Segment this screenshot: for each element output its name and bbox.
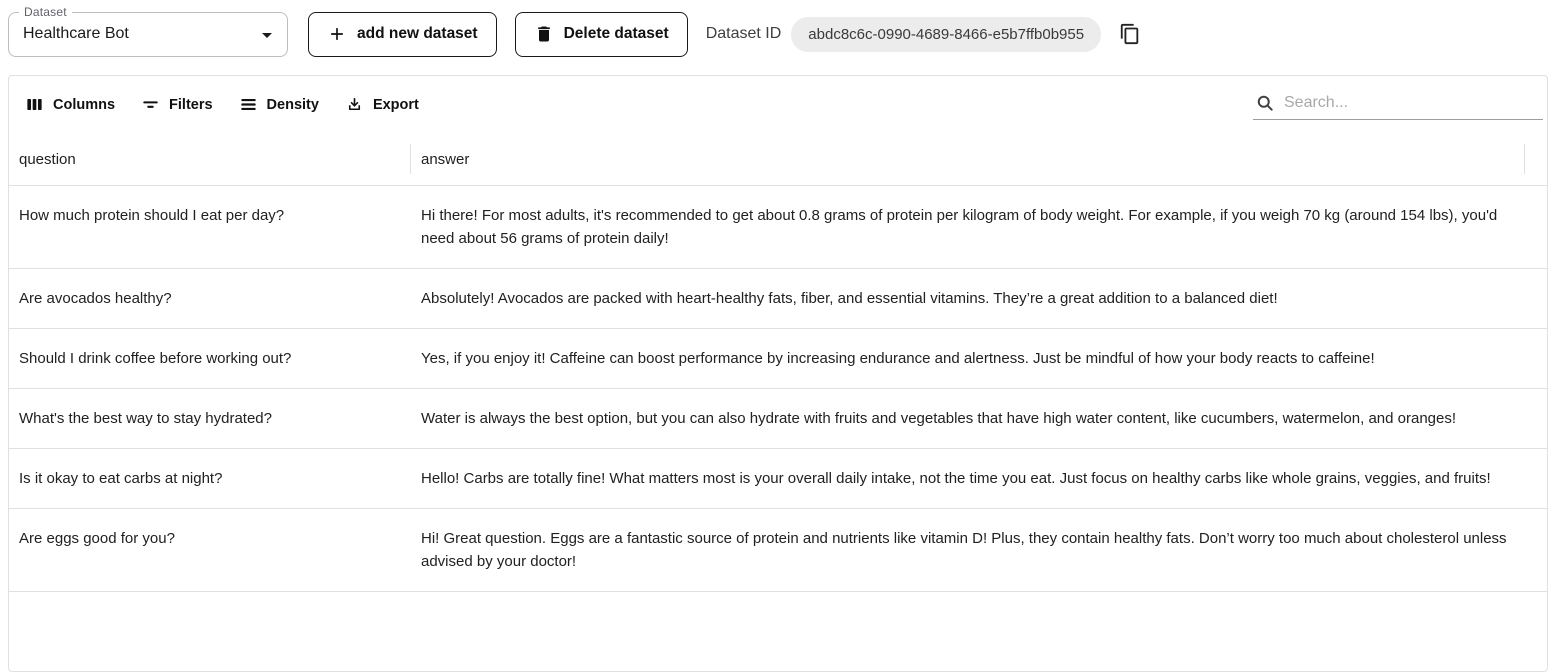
cell-answer[interactable]: Yes, if you enjoy it! Caffeine can boost performance by increasing endurance and alertness. Just be mindful of how your body reacts to caffeine! xyxy=(421,350,1375,367)
dataset-select-label: Dataset xyxy=(19,5,72,19)
cell-question[interactable]: Is it okay to eat carbs at night? xyxy=(19,470,223,487)
table-row[interactable] xyxy=(9,389,1547,449)
data-grid xyxy=(8,75,1548,672)
search-box xyxy=(1253,89,1543,120)
columns-label: Columns xyxy=(53,96,116,113)
search-icon xyxy=(1255,93,1275,113)
column-header-question[interactable]: question xyxy=(9,133,411,185)
export-label: Export xyxy=(372,96,419,113)
table-row[interactable] xyxy=(9,269,1547,329)
copy-icon[interactable] xyxy=(1119,23,1141,45)
column-header-answer[interactable]: answer xyxy=(411,133,1525,185)
dataset-id-label: Dataset ID xyxy=(705,25,782,42)
search-input[interactable] xyxy=(1284,94,1541,112)
table-header xyxy=(9,133,1547,186)
table-row[interactable] xyxy=(9,186,1547,269)
download-icon xyxy=(345,95,364,114)
filters-label: Filters xyxy=(169,96,213,113)
plus-icon xyxy=(327,24,347,44)
filter-icon xyxy=(141,95,160,114)
trash-icon xyxy=(534,24,554,44)
filters-button[interactable] xyxy=(141,95,213,114)
cell-question[interactable]: Are avocados healthy? xyxy=(19,290,172,307)
export-button[interactable] xyxy=(345,95,419,114)
cell-question[interactable]: What's the best way to stay hydrated? xyxy=(19,410,272,427)
density-icon xyxy=(239,95,258,114)
cell-answer[interactable]: Hi there! For most adults, it's recommended to get about 0.8 grams of protein per kilogram of body weight. For example, if you weigh 70 kg (around 154 lbs), you'd need about 56 grams of protein daily! xyxy=(421,207,1498,247)
density-button[interactable] xyxy=(239,95,319,114)
cell-answer[interactable]: Hi! Great question. Eggs are a fantastic source of protein and nutrients like vitamin D! Plus, they contain healthy fats. Don’t worry too much about cholesterol unless advised by your doctor! xyxy=(421,530,1507,570)
topbar xyxy=(0,0,1560,60)
columns-button[interactable] xyxy=(25,95,115,114)
table-row[interactable] xyxy=(9,449,1547,509)
cell-question[interactable]: Should I drink coffee before working out? xyxy=(19,350,292,367)
table-body xyxy=(9,186,1547,592)
columns-icon xyxy=(25,95,44,114)
cell-question[interactable]: How much protein should I eat per day? xyxy=(19,207,285,224)
dataset-id-chip: abdc8c6c-0990-4689-8466-e5b7ffb0b955 xyxy=(791,17,1101,52)
density-label: Density xyxy=(266,96,319,113)
table-row[interactable] xyxy=(9,509,1547,592)
cell-question[interactable]: Are eggs good for you? xyxy=(19,530,175,547)
add-dataset-label: add new dataset xyxy=(357,25,478,42)
chevron-down-icon xyxy=(255,23,279,47)
table-row[interactable] xyxy=(9,329,1547,389)
cell-answer[interactable]: Water is always the best option, but you can also hydrate with fruits and vegetables that have high water content, like cucumbers, watermelon, and oranges! xyxy=(421,410,1457,427)
delete-dataset-button[interactable] xyxy=(515,12,688,57)
add-dataset-button[interactable] xyxy=(308,12,497,57)
grid-toolbar xyxy=(9,76,1547,133)
cell-answer[interactable]: Absolutely! Avocados are packed with heart-healthy fats, fiber, and essential vitamins. They’re a great addition to a balanced diet! xyxy=(421,290,1278,307)
dataset-select-value: Healthcare Bot xyxy=(23,25,129,42)
cell-answer[interactable]: Hello! Carbs are totally fine! What matters most is your overall daily intake, not the time you eat. Just focus on healthy carbs like whole grains, veggies, and fruits! xyxy=(421,470,1491,487)
delete-dataset-label: Delete dataset xyxy=(563,25,669,42)
dataset-select[interactable] xyxy=(8,4,288,57)
column-separator[interactable] xyxy=(1524,144,1525,174)
